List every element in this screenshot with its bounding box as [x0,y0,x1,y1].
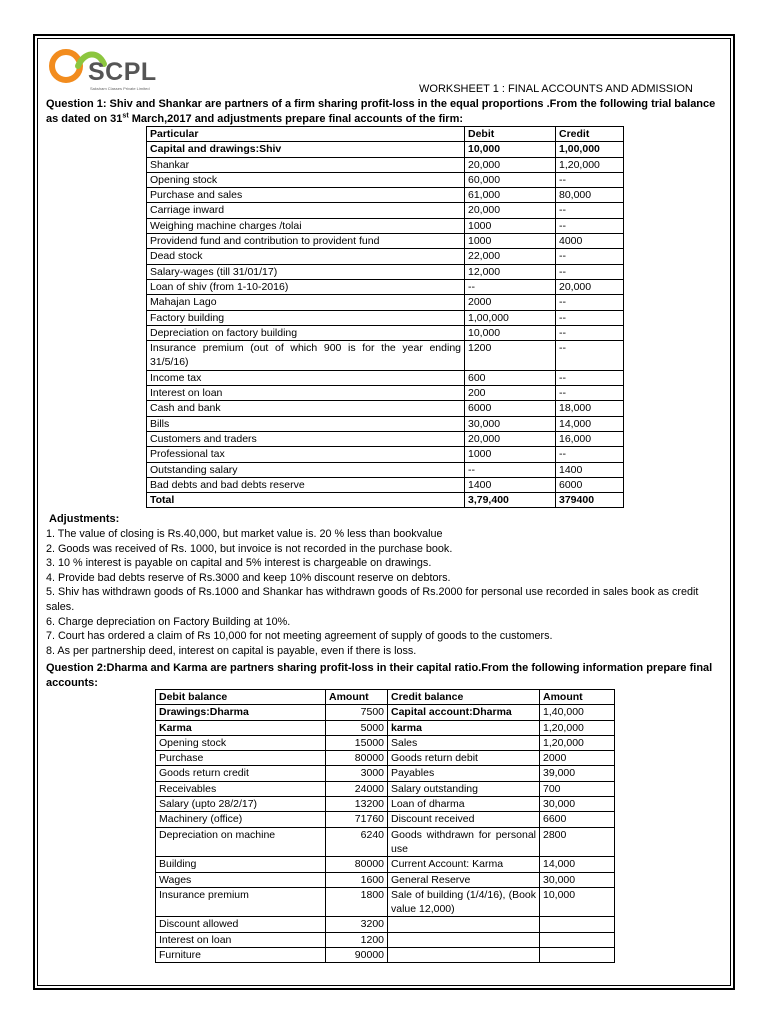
cell-credit: -- [556,341,624,371]
cell-debit: 30,000 [465,416,556,431]
cell-particular: Bad debts and bad debts reserve [147,477,465,492]
cell-debit-amount: 80000 [326,751,388,766]
table-row [147,279,624,294]
cell-credit-label: Goods withdrawn for personal use [388,827,540,857]
question-1-sup: st [122,112,129,120]
cell-credit-amount: 14,000 [540,857,615,872]
cell-credit: -- [556,447,624,462]
cell-debit: 12,000 [465,264,556,279]
cell-particular: Carriage inward [147,203,465,218]
cell-particular: Customers and traders [147,431,465,446]
cell-debit-label: Karma [156,720,326,735]
cell-debit: 6000 [465,401,556,416]
cell-debit-label: Receivables [156,781,326,796]
question-1-text-b: March,2017 and adjustments prepare final accounts of the firm: [128,113,464,125]
table-row [156,735,615,750]
cell-debit-amount: 1200 [326,932,388,947]
cell-credit-amount: 1,20,000 [540,720,615,735]
cell-credit-amount: 1,40,000 [540,705,615,720]
cell-credit: -- [556,386,624,401]
cell-particular: Mahajan Lago [147,295,465,310]
cell-credit-label: Salary outstanding [388,781,540,796]
table-row [147,462,624,477]
table-row [156,857,615,872]
table-row [147,142,624,157]
table-row [147,401,624,416]
cell-debit-label: Machinery (office) [156,812,326,827]
question-2: Question 2:Dharma and Karma are partners sharing profit-loss in their capital ratio.From the following information prepare final accounts: [46,662,713,689]
table-row [147,188,624,203]
cell-debit: 200 [465,386,556,401]
worksheet-title: WORKSHEET 1 : FINAL ACCOUNTS AND ADMISSION [419,83,693,95]
cell-particular: Providend fund and contribution to provident fund [147,234,465,249]
cell-credit: 18,000 [556,401,624,416]
cell-debit-label: Drawings:Dharma [156,705,326,720]
cell-debit-label: Discount allowed [156,917,326,932]
cell-debit: 20,000 [465,203,556,218]
cell-credit-amount: 6600 [540,812,615,827]
cell-debit-label: Wages [156,872,326,887]
cell-credit-amount [540,932,615,947]
cell-credit-label: karma [388,720,540,735]
cell-particular: Outstanding salary [147,462,465,477]
cell-credit-amount: 1,20,000 [540,735,615,750]
cell-debit: 1400 [465,477,556,492]
adjustment-item: 8. As per partnership deed, interest on capital is payable, even if there is loss. [46,644,417,657]
table-row [147,310,624,325]
table-row [156,705,615,720]
table-row [147,477,624,492]
cell-debit-label: Salary (upto 28/2/17) [156,797,326,812]
table-row [147,249,624,264]
cell-debit-amount: 1600 [326,872,388,887]
table-row [156,766,615,781]
cell-credit: 80,000 [556,188,624,203]
cell-particular: Capital and drawings:Shiv [147,142,465,157]
table-row [147,172,624,187]
cell-credit-amount: 10,000 [540,887,615,917]
adjustments-list [46,527,726,658]
table-row [156,797,615,812]
header-credit-balance: Credit balance [388,690,540,705]
table-row [156,720,615,735]
cell-debit: 1000 [465,234,556,249]
cell-debit: 1200 [465,341,556,371]
table-row [147,431,624,446]
cell-debit: 1000 [465,447,556,462]
cell-credit-label [388,932,540,947]
cell-debit-label: Insurance premium [156,887,326,917]
cell-debit: 3,79,400 [465,493,556,508]
cell-credit-label: Goods return debit [388,751,540,766]
trial-balance-table [146,126,624,508]
header-debit: Debit [465,127,556,142]
cell-particular: Interest on loan [147,386,465,401]
cell-debit-amount: 6240 [326,827,388,857]
cell-credit-amount: 2800 [540,827,615,857]
table-row [147,218,624,233]
cell-credit: 1,20,000 [556,157,624,172]
cell-particular: Total [147,493,465,508]
cell-credit-label [388,948,540,963]
logo-text: SCPL [88,58,157,86]
table-row [147,341,624,371]
cell-debit: 20,000 [465,157,556,172]
cell-particular: Income tax [147,370,465,385]
table-row [147,416,624,431]
question-1-text-a: Question 1: Shiv and Shankar are partners of a firm sharing profit-loss in the equal proportions .From the following trial balance as dated on 31 [46,98,716,125]
balances-table [155,689,615,963]
cell-particular: Weighing machine charges /tolai [147,218,465,233]
cell-debit-amount: 7500 [326,705,388,720]
cell-debit-label: Purchase [156,751,326,766]
cell-credit-label: Capital account:Dharma [388,705,540,720]
table-row [147,234,624,249]
cell-credit-amount: 30,000 [540,797,615,812]
cell-particular: Depreciation on factory building [147,325,465,340]
cell-particular: Purchase and sales [147,188,465,203]
table-row [147,203,624,218]
cell-credit-label [388,917,540,932]
cell-debit-amount: 24000 [326,781,388,796]
cell-particular: Bills [147,416,465,431]
logo-tagline: Saksham Classes Private Limited [90,86,150,91]
table-row [147,264,624,279]
table-header-row [147,127,624,142]
header-amount-credit: Amount [540,690,615,705]
table-row [147,370,624,385]
cell-particular: Shankar [147,157,465,172]
table-row [156,948,615,963]
cell-credit-label: Current Account: Karma [388,857,540,872]
cell-debit-label: Furniture [156,948,326,963]
cell-particular: Salary-wages (till 31/01/17) [147,264,465,279]
cell-credit: -- [556,310,624,325]
header-amount-debit: Amount [326,690,388,705]
cell-debit: 61,000 [465,188,556,203]
cell-debit-amount: 80000 [326,857,388,872]
table-row [147,493,624,508]
cell-credit-label: Payables [388,766,540,781]
cell-credit-label: General Reserve [388,872,540,887]
table-row [156,917,615,932]
adjustment-item: 4. Provide bad debts reserve of Rs.3000 and keep 10% discount reserve on debtors. [46,571,451,584]
cell-debit-label: Depreciation on machine [156,827,326,857]
table-row [147,447,624,462]
cell-debit-amount: 90000 [326,948,388,963]
cell-credit: -- [556,249,624,264]
table-row [147,295,624,310]
cell-debit-label: Goods return credit [156,766,326,781]
cell-debit: -- [465,462,556,477]
table-row [156,827,615,857]
cell-particular: Dead stock [147,249,465,264]
adjustment-item: 5. Shiv has withdrawn goods of Rs.1000 and Shankar has withdrawn goods of Rs.2000 for personal use recorded in sales book as credit sales. [46,586,699,613]
cell-debit: 1,00,000 [465,310,556,325]
cell-particular: Opening stock [147,172,465,187]
cell-credit-amount: 2000 [540,751,615,766]
cell-particular: Cash and bank [147,401,465,416]
cell-credit-label: Sale of building (1/4/16), (Book value 12,000) [388,887,540,917]
table-header-row [156,690,615,705]
cell-credit-amount [540,948,615,963]
cell-particular: Insurance premium (out of which 900 is for the year ending 31/5/16) [147,341,465,371]
adjustment-item: 1. The value of closing is Rs.40,000, but market value is. 20 % less than bookvalue [46,528,443,540]
cell-credit: 6000 [556,477,624,492]
table-row [156,887,615,917]
cell-credit: -- [556,264,624,279]
header-credit: Credit [556,127,624,142]
cell-credit: -- [556,203,624,218]
cell-particular: Loan of shiv (from 1-10-2016) [147,279,465,294]
cell-credit: 20,000 [556,279,624,294]
cell-debit-amount: 5000 [326,720,388,735]
cell-credit-amount: 39,000 [540,766,615,781]
cell-credit: 16,000 [556,431,624,446]
adjustment-item: 3. 10 % interest is payable on capital and 5% interest is chargeable on drawings. [46,557,432,570]
cell-credit-amount: 700 [540,781,615,796]
cell-debit: -- [465,279,556,294]
adjustment-item: 6. Charge depreciation on Factory Building at 10%. [46,615,291,628]
cell-credit: 1,00,000 [556,142,624,157]
table-row [147,325,624,340]
cell-credit: -- [556,295,624,310]
cell-credit: 14,000 [556,416,624,431]
question-1 [46,97,722,127]
cell-debit-label: Interest on loan [156,932,326,947]
cell-credit: -- [556,218,624,233]
cell-debit-amount: 15000 [326,735,388,750]
table-row [156,751,615,766]
cell-debit-label: Building [156,857,326,872]
cell-credit-amount [540,917,615,932]
header-particular: Particular [147,127,465,142]
cell-credit-label: Loan of dharma [388,797,540,812]
cell-debit: 60,000 [465,172,556,187]
cell-credit: 1400 [556,462,624,477]
cell-credit-label: Discount received [388,812,540,827]
table-row [147,386,624,401]
cell-debit: 20,000 [465,431,556,446]
cell-particular: Factory building [147,310,465,325]
cell-debit-label: Opening stock [156,735,326,750]
cell-debit-amount: 71760 [326,812,388,827]
cell-credit: -- [556,325,624,340]
table-row [156,932,615,947]
cell-particular: Professional tax [147,447,465,462]
cell-credit: 379400 [556,493,624,508]
cell-debit-amount: 3000 [326,766,388,781]
cell-credit-label: Sales [388,735,540,750]
cell-credit: -- [556,172,624,187]
header-debit-balance: Debit balance [156,690,326,705]
cell-debit-amount: 1800 [326,887,388,917]
table-row [156,872,615,887]
adjustment-item: 7. Court has ordered a claim of Rs 10,000 for not meeting agreement of supply of goods to the customers. [46,630,553,643]
cell-debit: 2000 [465,295,556,310]
cell-credit-amount: 30,000 [540,872,615,887]
adjustment-item: 2. Goods was received of Rs. 1000, but invoice is not recorded in the purchase book. [46,542,453,555]
cell-debit: 10,000 [465,325,556,340]
adjustments-title: Adjustments: [49,513,120,525]
cell-debit: 22,000 [465,249,556,264]
cell-debit-amount: 13200 [326,797,388,812]
cell-debit: 10,000 [465,142,556,157]
cell-credit: 4000 [556,234,624,249]
table-row [156,781,615,796]
cell-debit: 1000 [465,218,556,233]
cell-credit: -- [556,370,624,385]
cell-debit: 600 [465,370,556,385]
table-row [147,157,624,172]
table-row [156,812,615,827]
cell-debit-amount: 3200 [326,917,388,932]
